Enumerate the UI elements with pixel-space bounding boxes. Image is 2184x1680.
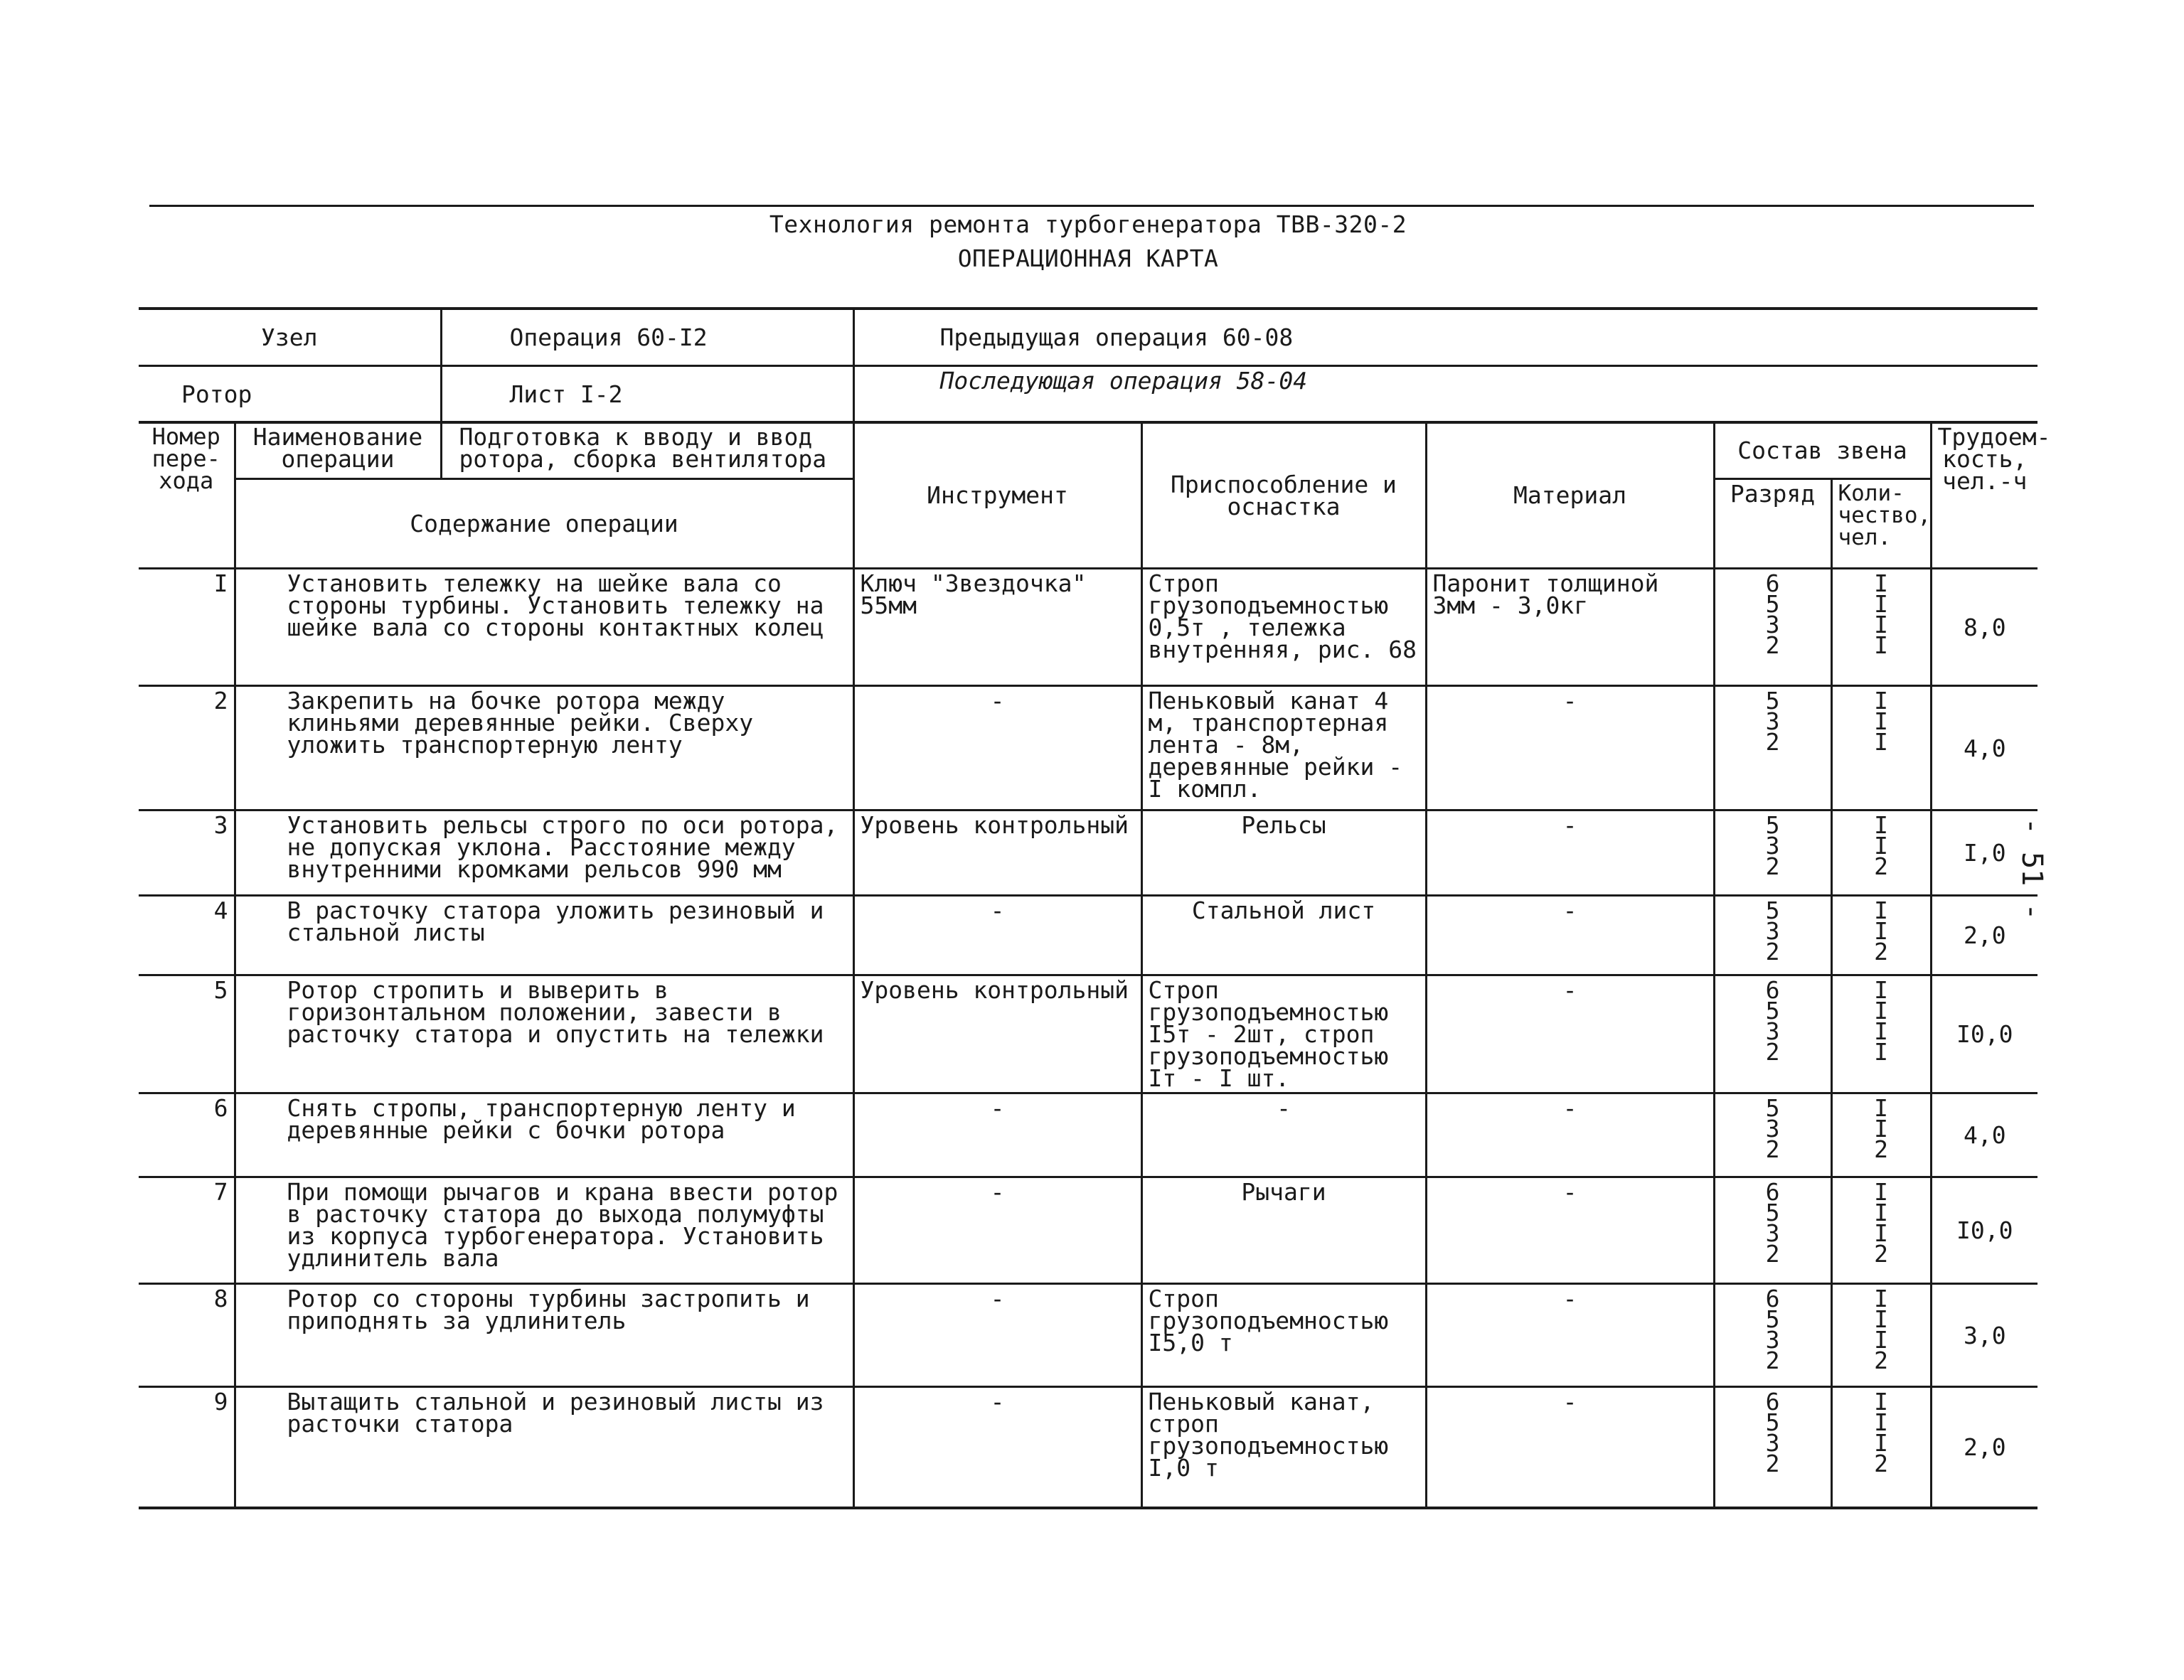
row-kolichestvo: I I I 2 xyxy=(1831,1177,1931,1284)
row-razryad: 6 5 3 2 xyxy=(1714,975,1831,1093)
row-content: Ротор стропить и выверить в горизонтальном положении, завести в расточку статора и опустить на тележки xyxy=(235,975,853,1093)
row-material: - xyxy=(1426,1177,1714,1284)
operation-number: Операция 60-I2 xyxy=(441,309,853,365)
col-nomer: Номер пере- хода xyxy=(139,422,235,569)
row-kolichestvo: I I I 2 xyxy=(1831,1387,1931,1508)
row-material: - xyxy=(1426,1093,1714,1177)
row-razryad: 6 5 3 2 xyxy=(1714,1177,1831,1284)
table-row xyxy=(139,1387,2037,1508)
table-row xyxy=(139,1093,2037,1177)
row-razryad: 5 3 2 xyxy=(1714,686,1831,810)
row-trudoemkost: 2,0 xyxy=(1931,1387,2037,1508)
page-number: - 51 - xyxy=(2015,818,2048,921)
row-prisposoblenie: Строп грузоподъемностью I5,0 т xyxy=(1141,1284,1426,1387)
document-title: Технология ремонта турбогенератора ТВВ-320-2 xyxy=(769,210,1407,238)
operations-table xyxy=(139,421,2051,1509)
col-trudoemkost: Трудоем- кость, чел.-ч xyxy=(1931,422,2037,569)
col-soderzhanie: Содержание операции xyxy=(235,479,853,569)
row-kolichestvo: I I I 2 xyxy=(1831,1284,1931,1387)
document-subtitle: ОПЕРАЦИОННАЯ КАРТА xyxy=(957,245,1219,272)
next-operation: Последующая операция 58-04 xyxy=(853,365,2037,422)
row-prisposoblenie: Рычаги xyxy=(1141,1177,1426,1284)
row-trudoemkost: 8,0 xyxy=(1931,569,2037,686)
sheet-number: Лист I-2 xyxy=(441,365,853,422)
col-razryad: Разряд xyxy=(1714,479,1831,569)
row-prisposoblenie: Рельсы xyxy=(1141,810,1426,896)
row-trudoemkost: I0,0 xyxy=(1931,1177,2037,1284)
row-instrument: Уровень контрольный xyxy=(853,810,1141,896)
row-razryad: 6 5 3 2 xyxy=(1714,1387,1831,1508)
table-row xyxy=(139,810,2037,896)
row-content: Установить рельсы строго по оси ротора, не допуская уклона. Расстояние между внутренними кромками рельсов 990 мм xyxy=(235,810,853,896)
row-instrument: - xyxy=(853,1284,1141,1387)
row-instrument: Ключ "Звездочка" 55мм xyxy=(853,569,1141,686)
row-trudoemkost: I0,0 xyxy=(1931,975,2037,1093)
uzel-value: Ротор xyxy=(139,365,441,422)
row-number: 8 xyxy=(139,1284,235,1387)
col-naim: Наименование операции xyxy=(235,422,441,479)
row-material: - xyxy=(1426,975,1714,1093)
row-instrument: - xyxy=(853,686,1141,810)
previous-operation: Предыдущая операция 60-08 xyxy=(853,309,2037,365)
row-razryad: 5 3 2 xyxy=(1714,810,1831,896)
row-kolichestvo: I I I I xyxy=(1831,975,1931,1093)
row-trudoemkost: I,0 xyxy=(1931,810,2037,896)
col-kolichestvo: Коли- чество, чел. xyxy=(1831,479,1931,569)
row-content: Установить тележку на шейке вала со стороны турбины. Установить тележку на шейке вала со стороны контактных колец xyxy=(235,569,853,686)
table-row xyxy=(139,569,2037,686)
row-razryad: 5 3 2 xyxy=(1714,896,1831,975)
row-kolichestvo: I I I xyxy=(1831,686,1931,810)
table-row xyxy=(139,896,2037,975)
row-number: 3 xyxy=(139,810,235,896)
row-content: Закрепить на бочке ротора между клиньями деревянные рейки. Сверху уложить транспортерную ленту xyxy=(235,686,853,810)
row-kolichestvo: I I I I xyxy=(1831,569,1931,686)
row-number: I xyxy=(139,569,235,686)
row-instrument: Уровень контрольный xyxy=(853,975,1141,1093)
row-number: 7 xyxy=(139,1177,235,1284)
row-material: - xyxy=(1426,896,1714,975)
row-material: - xyxy=(1426,1284,1714,1387)
row-material: Паронит толщиной 3мм - 3,0кг xyxy=(1426,569,1714,686)
row-instrument: - xyxy=(853,1177,1141,1284)
row-razryad: 5 3 2 xyxy=(1714,1093,1831,1177)
row-number: 4 xyxy=(139,896,235,975)
row-number: 6 xyxy=(139,1093,235,1177)
row-instrument: - xyxy=(853,1093,1141,1177)
table-row xyxy=(139,1177,2037,1284)
row-material: - xyxy=(1426,686,1714,810)
col-prisposoblenie: Приспособление и оснастка xyxy=(1141,422,1426,569)
row-kolichestvo: I I 2 xyxy=(1831,810,1931,896)
row-number: 9 xyxy=(139,1387,235,1508)
row-prisposoblenie: Строп грузоподъемностью I5т - 2шт, строп грузоподъемностью Iт - I шт. xyxy=(1141,975,1426,1093)
table-row xyxy=(139,975,2037,1093)
row-trudoemkost: 4,0 xyxy=(1931,686,2037,810)
row-prisposoblenie: Строп грузоподъемностью 0,5т , тележка внутренняя, рис. 68 xyxy=(1141,569,1426,686)
row-content: В расточку статора уложить резиновый и стальной листы xyxy=(235,896,853,975)
row-material: - xyxy=(1426,810,1714,896)
row-prisposoblenie: - xyxy=(1141,1093,1426,1177)
row-instrument: - xyxy=(853,896,1141,975)
row-trudoemkost: 2,0 xyxy=(1931,896,2037,975)
row-razryad: 6 5 3 2 xyxy=(1714,1284,1831,1387)
row-content: Ротор со стороны турбины застропить и приподнять за удлинитель xyxy=(235,1284,853,1387)
row-number: 2 xyxy=(139,686,235,810)
row-content: Вытащить стальной и резиновый листы из расточки статора xyxy=(235,1387,853,1508)
row-razryad: 6 5 3 2 xyxy=(1714,569,1831,686)
row-prisposoblenie: Стальной лист xyxy=(1141,896,1426,975)
row-content: Снять стропы, транспортерную ленту и деревянные рейки с бочки ротора xyxy=(235,1093,853,1177)
operation-name: Подготовка к вводу и ввод ротора, сборка вентилятора xyxy=(441,422,853,479)
operation-header-table xyxy=(139,307,2037,424)
row-number: 5 xyxy=(139,975,235,1093)
row-trudoemkost: 4,0 xyxy=(1931,1093,2037,1177)
col-instrument: Инструмент xyxy=(853,422,1141,569)
table-row xyxy=(139,686,2037,810)
row-prisposoblenie: Пеньковый канат, строп грузоподъемностью I,0 т xyxy=(1141,1387,1426,1508)
row-instrument: - xyxy=(853,1387,1141,1508)
col-sostav: Состав звена xyxy=(1714,422,1931,479)
row-kolichestvo: I I 2 xyxy=(1831,896,1931,975)
row-prisposoblenie: Пеньковый канат 4 м, транспортерная лента - 8м, деревянные рейки - I компл. xyxy=(1141,686,1426,810)
row-material: - xyxy=(1426,1387,1714,1508)
top-rule xyxy=(149,205,2034,207)
row-content: При помощи рычагов и крана ввести ротор в расточку статора до выхода полумуфты из корпуса турбогенератора. Установить удлинитель вала xyxy=(235,1177,853,1284)
table-header-row xyxy=(139,422,2037,479)
col-material: Материал xyxy=(1426,422,1714,569)
row-kolichestvo: I I 2 xyxy=(1831,1093,1931,1177)
uzel-label: Узел xyxy=(139,309,441,365)
table-row xyxy=(139,1284,2037,1387)
row-trudoemkost: 3,0 xyxy=(1931,1284,2037,1387)
